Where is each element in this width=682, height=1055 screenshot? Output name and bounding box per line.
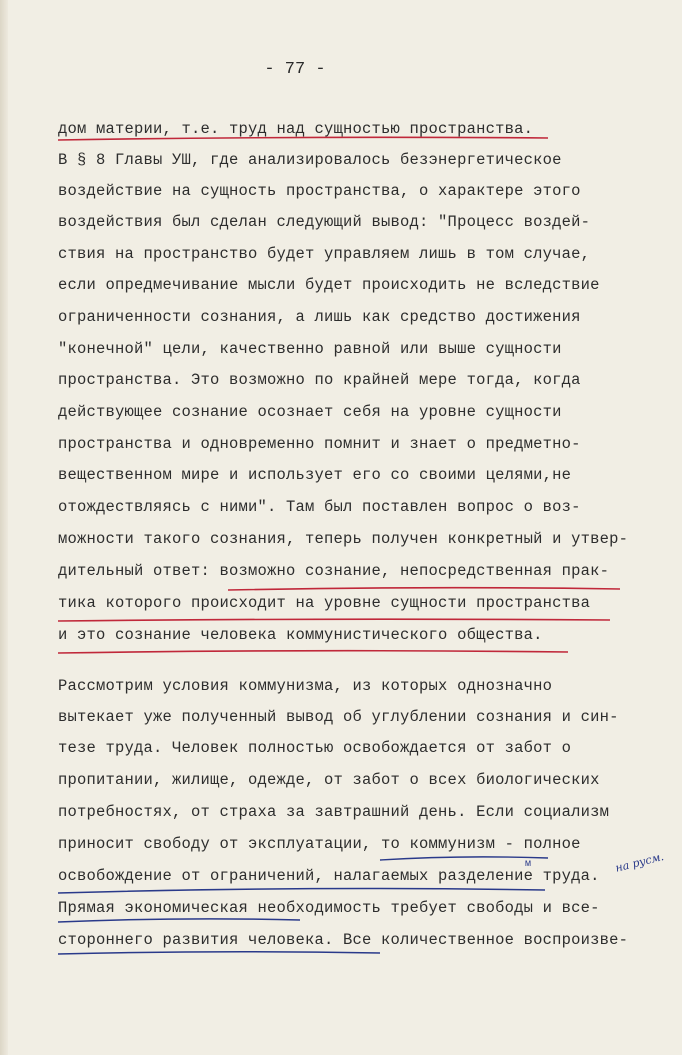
text-line: вытекает уже полученный вывод об углублении сознания и син-: [58, 708, 619, 726]
red-underline: [58, 651, 568, 653]
handwritten-superscript: м: [525, 859, 532, 870]
text-line: Прямая экономическая необходимость требует свободы и все-: [58, 899, 600, 917]
text-line: действующее сознание осознает себя на уровне сущности: [58, 403, 562, 421]
text-line: потребностях, от страха за завтрашний день. Если социализм: [58, 803, 610, 821]
text-line: тика которого происходит на уровне сущности пространства: [58, 594, 591, 612]
blue-underline: [58, 919, 300, 922]
text-line: ствия на пространство будет управляем лишь в том случае,: [58, 245, 591, 263]
text-line: стороннего развития человека. Все количественное воспроизве-: [58, 931, 629, 949]
blue-underline: [380, 857, 548, 860]
red-underline: [228, 588, 620, 590]
text-line: воздействие на сущность пространства, о характере этого: [58, 182, 581, 200]
text-line: пространства и одновременно помнит и знает о предметно-: [58, 435, 581, 453]
red-underline: [58, 137, 548, 140]
text-line: освобождение от ограничений, налагаемых разделение труда.: [58, 867, 600, 885]
text-line: можности такого сознания, теперь получен конкретный и утвер-: [58, 530, 629, 548]
blue-underline: [58, 889, 545, 893]
text-line: если опредмечивание мысли будет происходить не вследствие: [58, 276, 600, 294]
text-line: приносит свободу от эксплуатации, то коммунизм - полное: [58, 835, 581, 853]
text-line: Рассмотрим условия коммунизма, из которых однозначно: [58, 677, 553, 695]
text-line: отождествляясь с ними". Там был поставлен вопрос о воз-: [58, 498, 581, 516]
text-line: пропитании, жилище, одежде, от забот о всех биологических: [58, 771, 600, 789]
text-line: воздействия был сделан следующий вывод: "Процесс воздей-: [58, 213, 591, 231]
text-line: пространства. Это возможно по крайней мере тогда, когда: [58, 371, 581, 389]
text-line: В § 8 Главы УШ, где анализировалось безэнергетическое: [58, 151, 562, 169]
page-number: - 77 -: [264, 60, 326, 79]
text-line: "конечной" цели, качественно равной или выше сущности: [58, 340, 562, 358]
blue-underline: [58, 952, 380, 954]
text-line: тезе труда. Человек полностью освобождается от забот о: [58, 739, 572, 757]
text-line: и это сознание человека коммунистического общества.: [58, 626, 543, 644]
red-underline: [58, 619, 610, 621]
text-line: дительный ответ: возможно сознание, непосредственная прак-: [58, 562, 610, 580]
text-line: дом материи, т.е. труд над сущностью пространства.: [58, 120, 534, 138]
text-line: вещественном мире и использует его со своими целями,не: [58, 466, 572, 484]
handwritten-margin-note: на русм.: [614, 850, 666, 875]
text-line: ограниченности сознания, а лишь как средство достижения: [58, 308, 581, 326]
